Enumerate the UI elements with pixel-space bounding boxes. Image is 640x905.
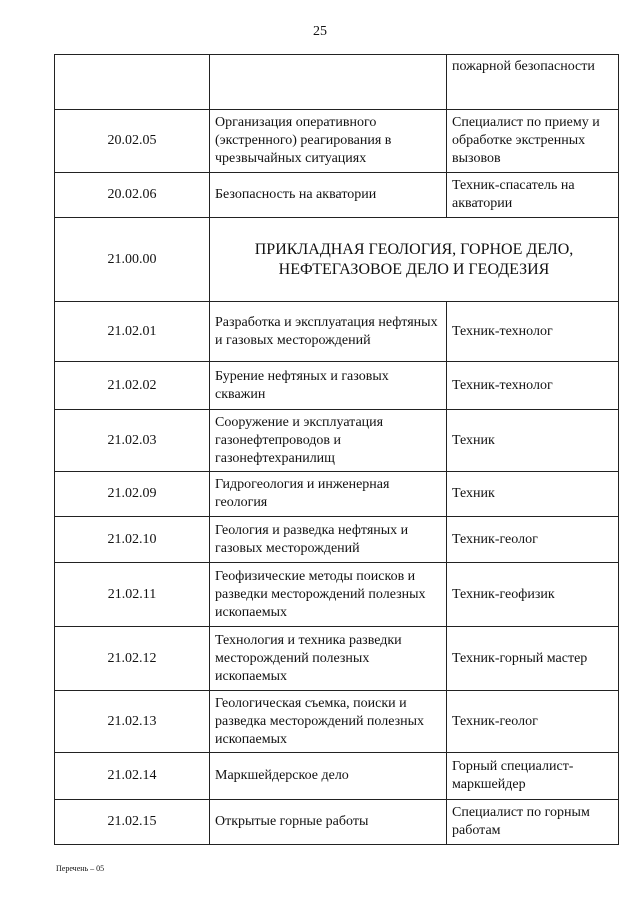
name-cell: Разработка и эксплуатация нефтяных и газовых месторождений xyxy=(210,302,447,362)
name-cell xyxy=(210,55,447,110)
name-cell: Геофизические методы поисков и разведки месторождений полезных ископаемых xyxy=(210,563,447,627)
code-cell: 21.02.13 xyxy=(55,691,210,753)
table-row xyxy=(55,691,619,753)
code-cell: 21.02.02 xyxy=(55,362,210,410)
group-code-cell: 21.00.00 xyxy=(55,218,210,302)
name-cell: Гидрогеология и инженерная геология xyxy=(210,472,447,517)
qualification-cell: Техник xyxy=(447,472,619,517)
footer-note: Перечень – 05 xyxy=(56,864,105,873)
table-row xyxy=(55,302,619,362)
name-cell: Организация оперативного (экстренного) реагирования в чрезвычайных ситуациях xyxy=(210,110,447,173)
name-cell: Сооружение и эксплуатация газонефтепроводов и газонефтехранилищ xyxy=(210,410,447,472)
table-row xyxy=(55,110,619,173)
name-cell: Маркшейдерское дело xyxy=(210,753,447,800)
code-cell: 21.02.14 xyxy=(55,753,210,800)
table-row xyxy=(55,410,619,472)
table-row xyxy=(55,173,619,218)
qualification-cell: Техник-геофизик xyxy=(447,563,619,627)
group-title: ПРИКЛАДНАЯ ГЕОЛОГИЯ, ГОРНОЕ ДЕЛО, НЕФТЕГАЗОВОЕ ДЕЛО И ГЕОДЕЗИЯ xyxy=(210,218,619,302)
qualification-cell: Техник-технолог xyxy=(447,302,619,362)
qualification-cell: пожарной безопасности xyxy=(447,55,619,110)
qualification-cell: Техник-геолог xyxy=(447,517,619,563)
qualification-cell: Техник-спасатель на акватории xyxy=(447,173,619,218)
table-row xyxy=(55,563,619,627)
table-row xyxy=(55,55,619,110)
name-cell: Безопасность на акватории xyxy=(210,173,447,218)
code-cell: 20.02.05 xyxy=(55,110,210,173)
qualification-cell: Техник-горный мастер xyxy=(447,627,619,691)
page-number: 25 xyxy=(313,24,327,39)
code-cell: 21.02.12 xyxy=(55,627,210,691)
table-row xyxy=(55,472,619,517)
name-cell: Технология и техника разведки месторождений полезных ископаемых xyxy=(210,627,447,691)
specialties-table xyxy=(54,54,619,845)
code-cell: 20.02.06 xyxy=(55,173,210,218)
code-cell: 21.02.11 xyxy=(55,563,210,627)
qualification-cell: Техник-геолог xyxy=(447,691,619,753)
code-cell: 21.02.03 xyxy=(55,410,210,472)
group-row xyxy=(55,218,619,302)
code-cell: 21.02.15 xyxy=(55,800,210,845)
table-row xyxy=(55,800,619,845)
qualification-cell: Техник xyxy=(447,410,619,472)
qualification-cell: Горный специалист-маркшейдер xyxy=(447,753,619,800)
name-cell: Геология и разведка нефтяных и газовых месторождений xyxy=(210,517,447,563)
code-cell: 21.02.10 xyxy=(55,517,210,563)
code-cell: 21.02.09 xyxy=(55,472,210,517)
qualification-cell: Специалист по приему и обработке экстренных вызовов xyxy=(447,110,619,173)
table-row xyxy=(55,627,619,691)
code-cell xyxy=(55,55,210,110)
qualification-cell: Специалист по горным работам xyxy=(447,800,619,845)
name-cell: Бурение нефтяных и газовых скважин xyxy=(210,362,447,410)
code-cell: 21.02.01 xyxy=(55,302,210,362)
qualification-cell: Техник-технолог xyxy=(447,362,619,410)
name-cell: Геологическая съемка, поиски и разведка месторождений полезных ископаемых xyxy=(210,691,447,753)
table-row xyxy=(55,362,619,410)
name-cell: Открытые горные работы xyxy=(210,800,447,845)
table-row xyxy=(55,517,619,563)
table-row xyxy=(55,753,619,800)
